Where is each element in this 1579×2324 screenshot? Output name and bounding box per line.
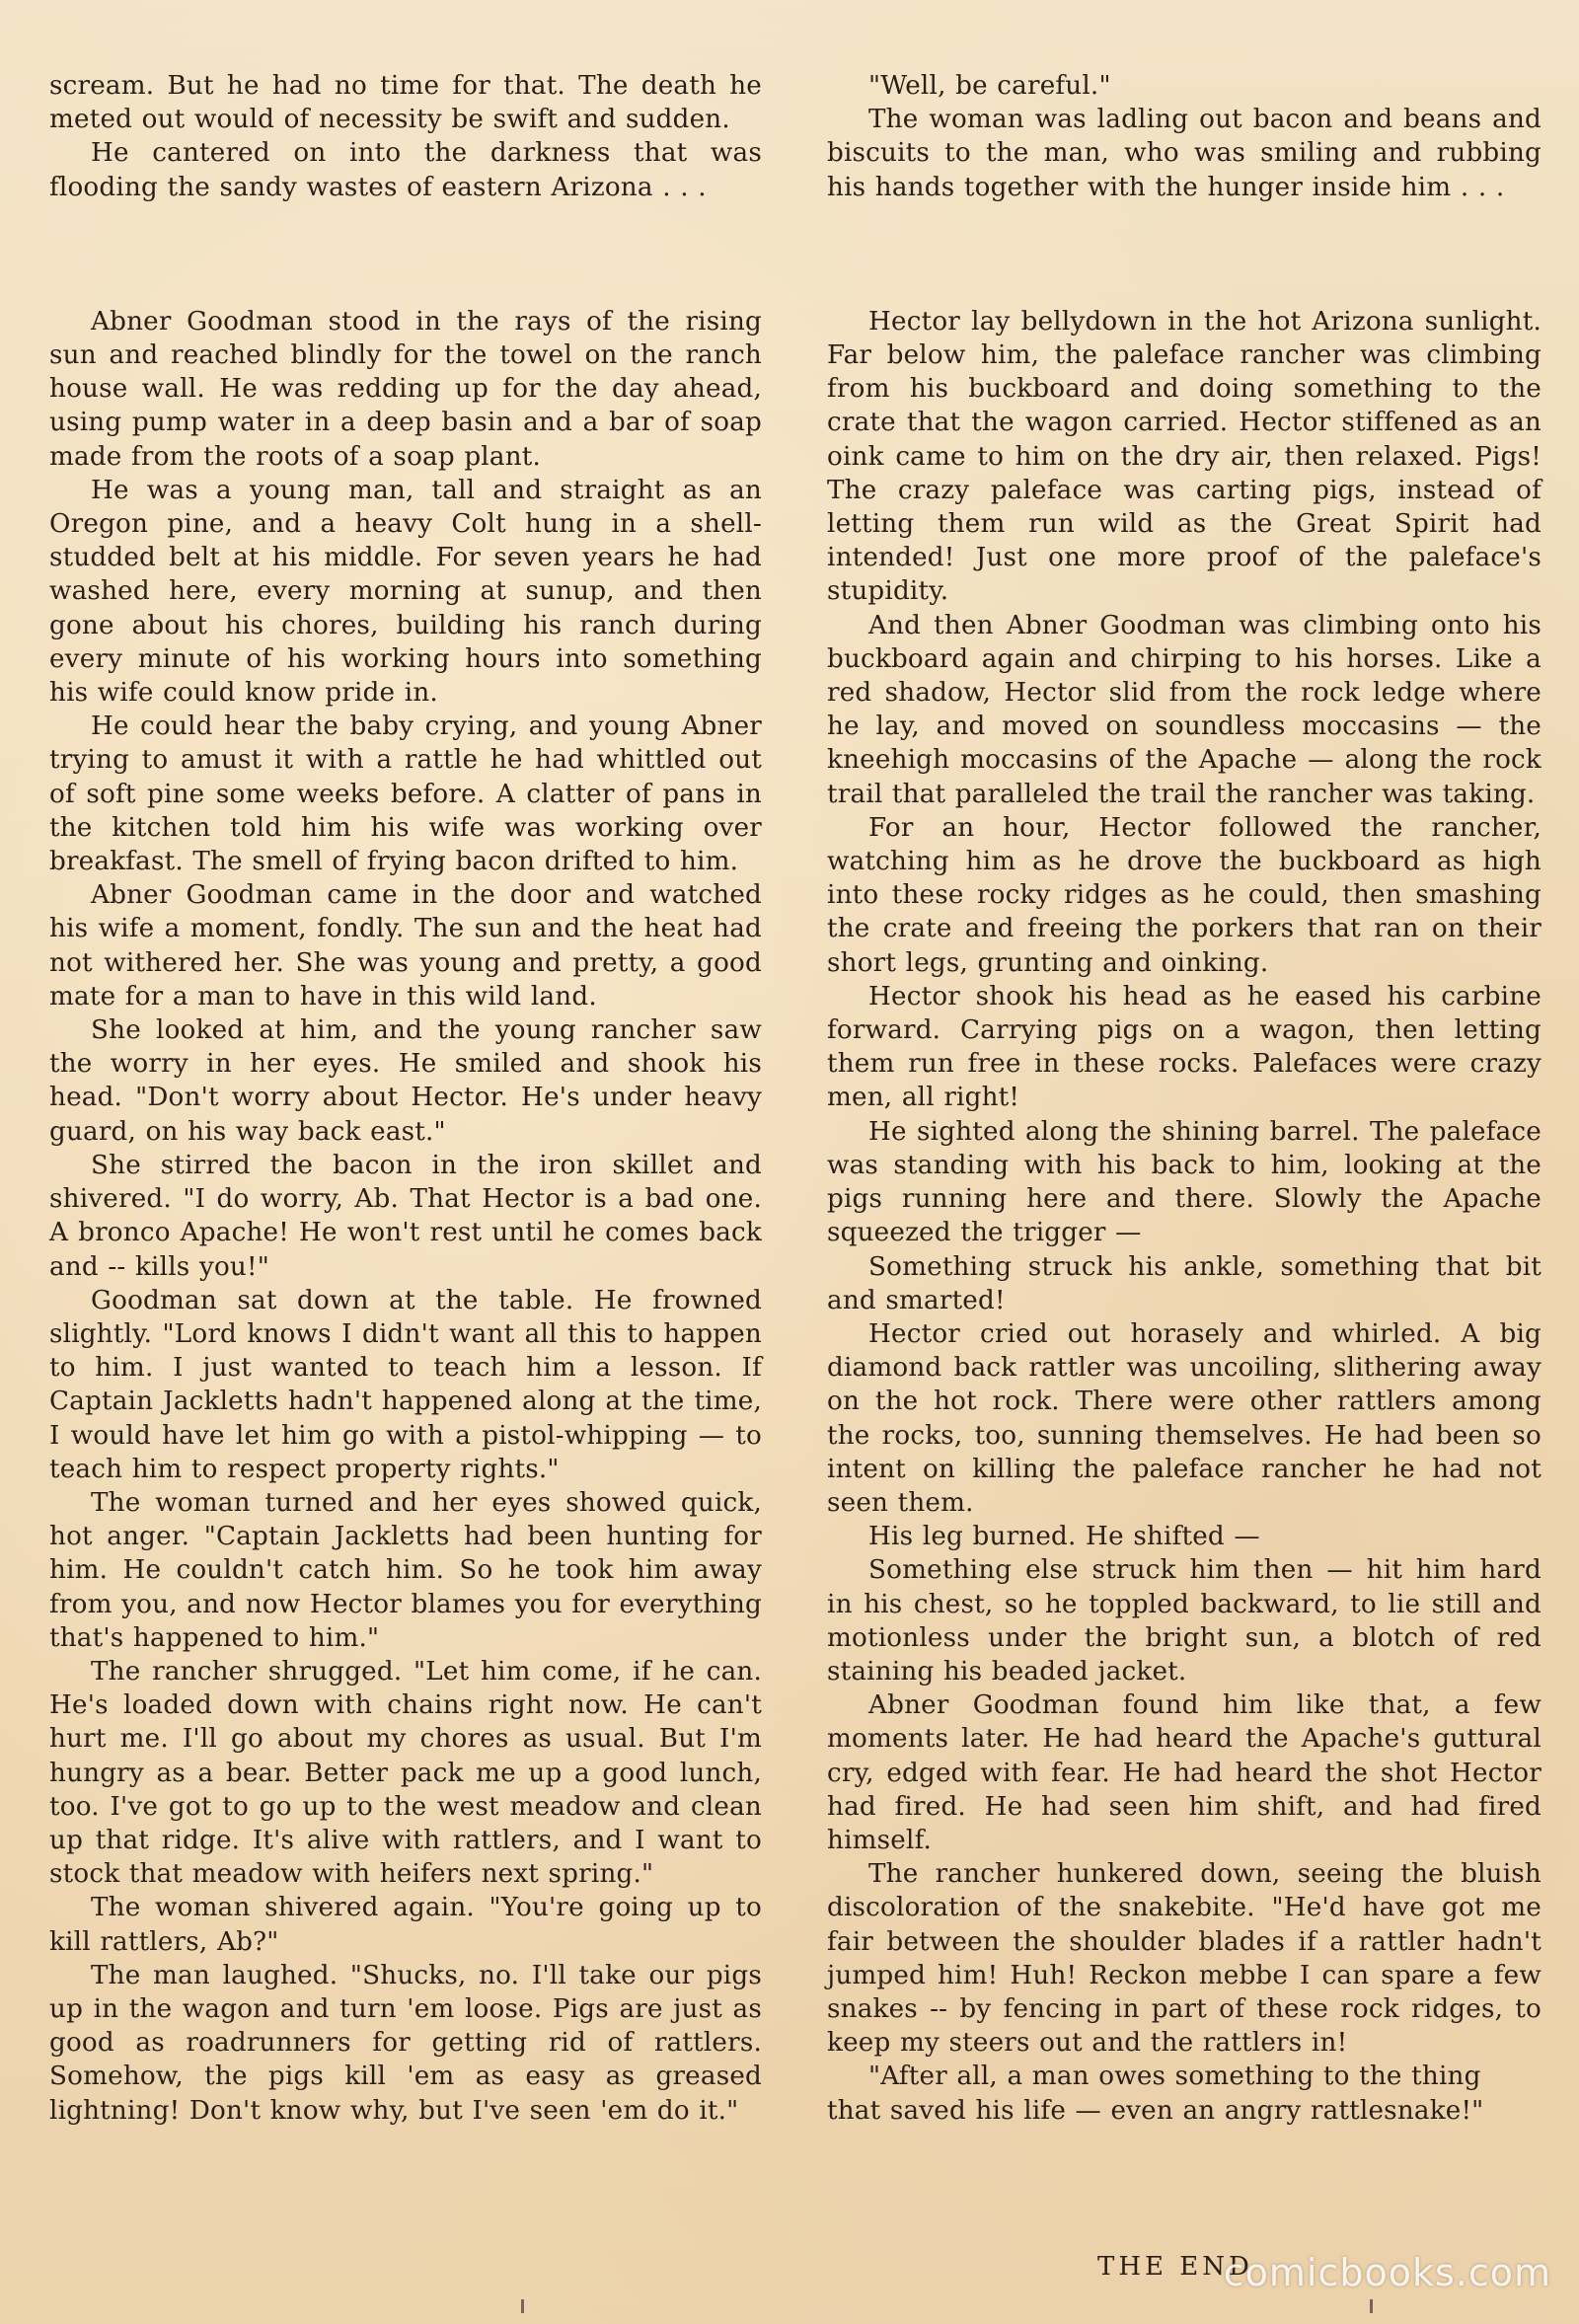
story-paragraph: She stirred the bacon in the iron skillet and shivered. "I do worry, Ab. That Hector is a bad one. A bronco Apache! He won't rest until he comes back and -- kills you!" [49, 1150, 762, 1282]
story-paragraph: The rancher shrugged. "Let him come, if he can. He's loaded down with chains right now. He can't hurt me. I'll go about my chores as usual. But I'm hungry as a bear. Better pack me up a good lunch, too. I've got to go up to the west meadow and clean up that ridge. It's alive with rattlers, and I want to stock that meadow with heifers next spring." [49, 1656, 762, 1890]
story-paragraph: He cantered on into the darkness that was flooding the sandy wastes of eastern Arizona . . . [49, 138, 762, 202]
story-paragraph: The rancher hunkered down, seeing the bluish discoloration of the snakebite. "He'd have got me fair between the shoulder blades if a rattler hadn't jumped him! Huh! Reckon mebbe I can spare a few snakes -- by fencing in part of these rock ridges, to keep my steers out and the rattlers in! [827, 1859, 1541, 2059]
print-speck [1370, 2299, 1373, 2313]
story-paragraph: Hector lay bellydown in the hot Arizona sunlight. Far below him, the paleface rancher was climbing from his buckboard and doing something to the crate that the wagon carried. Hector stiffened as an oink came to him on the dry air, then relaxed. Pigs! The crazy paleface was carting pigs, instead of letting them run wild as the Great Spirit had intended! Just one more proof of the paleface's stupidity. [827, 306, 1541, 607]
print-speck [521, 2299, 524, 2313]
story-paragraph: Something else struck him then — hit him hard in his chest, so he toppled backward, to lie still and motionless under the bright sun, a blotch of red staining his beaded jacket. [827, 1555, 1541, 1687]
story-paragraph: "Well, be careful." [868, 71, 1111, 101]
story-paragraph: She looked at him, and the young rancher saw the worry in her eyes. He smiled and shook his head. "Don't worry about Hector. He's under heavy guard, on his way back east." [49, 1015, 762, 1147]
story-paragraph: "After all, a man owes something to the thing that saved his life — even an angry rattlesnake!" [827, 2062, 1484, 2126]
story-paragraph: Hector shook his head as he eased his carbine forward. Carrying pigs on a wagon, then letting them run free in these rocks. Palefaces were crazy men, all right! [827, 981, 1541, 1113]
story-paragraph: scream. But he had no time for that. The death he meted out would of necessity be swift and sudden. [49, 71, 762, 135]
right-text-column [827, 69, 1541, 2128]
story-paragraph: Abner Goodman found him like that, a few moments later. He had heard the Apache's guttural cry, edged with fear. He had heard the shot Hector had fired. He had seen him shift, and had fired himself. [827, 1690, 1541, 1855]
story-paragraph: He could hear the baby crying, and young Abner trying to amust it with a rattle he had whittled out of soft pine some weeks before. A clatter of pans in the kitchen told him his wife was working over breakfast. The smell of frying bacon drifted to him. [49, 712, 762, 877]
story-paragraph: The woman turned and her eyes showed quick, hot anger. "Captain Jackletts had been hunting for him. He couldn't catch him. So he took him away from you, and now Hector blames you for everything that's happened to him." [49, 1487, 762, 1653]
story-paragraph: And then Abner Goodman was climbing onto his buckboard again and chirping to his horses. Like a red shadow, Hector slid from the rock ledge where he lay, and moved on soundless moccasins — the kneehigh moccasins of the Apache — along the rock trail that paralleled the trail the rancher was taking. [827, 610, 1541, 809]
story-paragraph: Something struck his ankle, something that bit and smarted! [827, 1251, 1541, 1315]
comicbooks-watermark: comicbooks.com [1223, 2251, 1551, 2294]
story-paragraph: His leg burned. He shifted — [868, 1522, 1260, 1552]
story-paragraph: Hector cried out horasely and whirled. A big diamond back rattler was uncoiling, slithering away on the hot rock. There were other rattlers among the rocks, too, sunning themselves. He had been so intent on killing the paleface rancher he had not seen them. [827, 1318, 1541, 1518]
story-paragraph: For an hour, Hector followed the rancher, watching him as he drove the buckboard as high into these rocky ridges as he could, then smashing the crate and freeing the porkers that ran on their short legs, grunting and oinking. [827, 812, 1541, 978]
section-break [49, 204, 762, 305]
section-break [827, 204, 1541, 305]
story-paragraph: The woman shivered again. "You're going up to kill rattlers, Ab?" [49, 1893, 762, 1957]
story-paragraph: The woman was ladling out bacon and beans and biscuits to the man, who was smiling and rubbing his hands together with the hunger inside him . . . [827, 105, 1541, 202]
left-text-column [49, 69, 762, 2128]
story-paragraph: Abner Goodman stood in the rays of the rising sun and reached blindly for the towel on the ranch house wall. He was redding up for the day ahead, using pump water in a deep basin and a bar of soap made from the roots of a soap plant. [49, 306, 762, 472]
the-end-label: THE END [1097, 2252, 1253, 2282]
story-paragraph: He sighted along the shining barrel. The paleface was standing with his back to him, looking at the pigs running here and there. Slowly the Apache squeezed the trigger — [827, 1116, 1541, 1248]
story-paragraph: The man laughed. "Shucks, no. I'll take our pigs up in the wagon and turn 'em loose. Pigs are just as good as roadrunners for getting rid of rattlers. Somehow, the pigs kill 'em as easy as greased lightning! Don't know why, but I've seen 'em do it." [49, 1960, 762, 2126]
story-paragraph: He was a young man, tall and straight as an Oregon pine, and a heavy Colt hung in a shell-studded belt at his middle. For seven years he had washed here, every morning at sunup, and then gone about his chores, building his ranch during every minute of his working hours into something his wife could know pride in. [49, 475, 762, 709]
story-paragraph: Abner Goodman came in the door and watched his wife a moment, fondly. The sun and the heat had not withered her. She was young and pretty, a good mate for a man to have in this wild land. [49, 880, 762, 1012]
story-paragraph: Goodman sat down at the table. He frowned slightly. "Lord knows I didn't want all this to happen to him. I just wanted to teach him a lesson. If Captain Jackletts hadn't happened along at the time, I would have let him go with a pistol-whipping — to teach him to respect property rights." [49, 1285, 762, 1484]
